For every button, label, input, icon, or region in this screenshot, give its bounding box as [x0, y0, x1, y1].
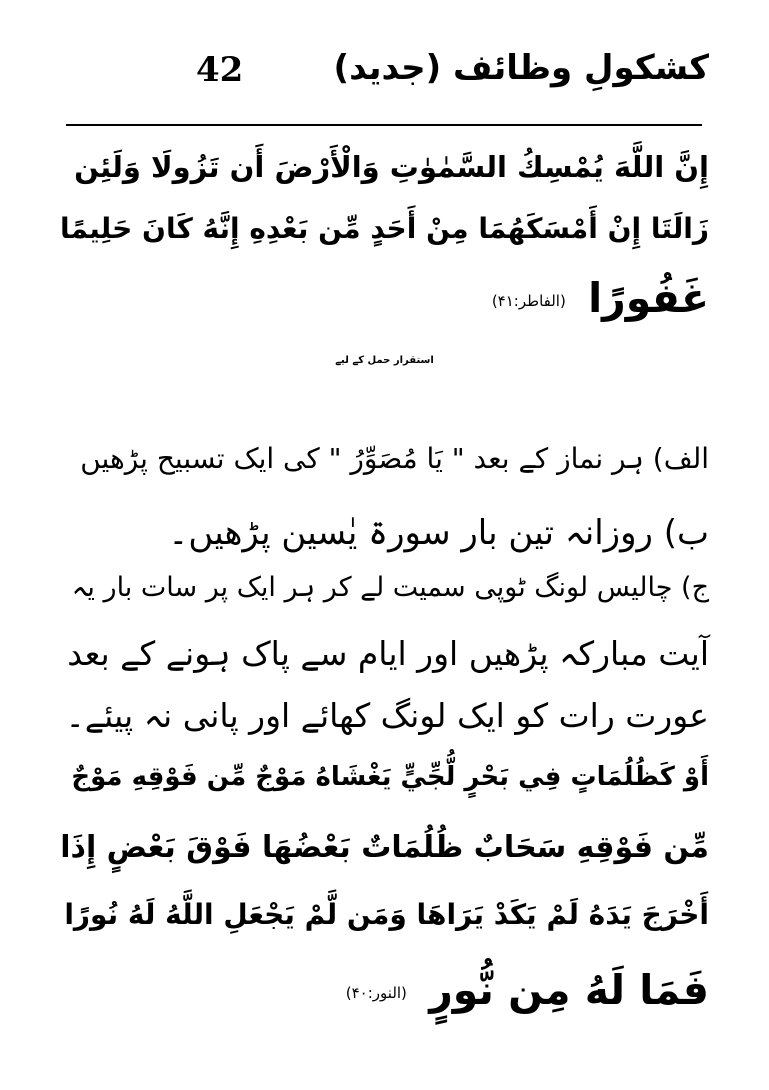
instruction-jeem-line-2: آیت مبارکہ پڑھیں اور ایام سے پاک ہونے کے بعد — [67, 634, 709, 673]
verse-fatir-line-3 — [492, 274, 709, 322]
book-title: کشکولِ وظائف (جدید) — [333, 48, 709, 88]
verse-nur-line-1: أَوْ كَظُلُمَاتٍ فِي بَحْرٍ لُّجِّيٍّ يَغْشَاهُ مَوْجٌ مِّن فَوْقِهِ مَوْجٌ — [71, 762, 709, 792]
section-heading: استقرار حمل کے لیے — [335, 355, 434, 366]
verse-fatir-reference: (الفاطر:۴۱) — [491, 292, 566, 310]
verse-fatir-line-1: إِنَّ اللَّهَ يُمْسِكُ السَّمٰوٰتِ وَالْأَرْضَ أَن تَزُولَا وَلَئِن — [74, 150, 709, 184]
verse-nur-line-4 — [346, 966, 709, 1014]
verse-nur-line-2: مِّن فَوْقِهِ سَحَابٌ ظُلُمَاتٌ بَعْضُهَا فَوْقَ بَعْضٍ إِذَا — [60, 830, 709, 865]
header-divider — [66, 124, 702, 126]
verse-fatir-line-2: زَالَتَا إِنْ أَمْسَكَهُمَا مِنْ أَحَدٍ مِّن بَعْدِهِ إِنَّهُ كَانَ حَلِيمًا — [59, 212, 709, 245]
page-number: 42 — [196, 50, 244, 90]
instruction-jeem-line-3: عورت رات کو ایک لونگ کھائے اور پانی نہ پیئے۔ — [65, 696, 709, 735]
verse-nur-reference: (النور:۴۰) — [345, 984, 407, 1002]
verse-nur-line-3: أَخْرَجَ يَدَهُ لَمْ يَكَدْ يَرَاهَا وَمَن لَّمْ يَجْعَلِ اللَّهُ لَهُ نُورًا — [64, 898, 709, 931]
instruction-alif: الف) ہر نماز کے بعد " یَا مُصَوِّرُ " کی ایک تسبیح پڑھیں — [80, 442, 709, 475]
verse-nur-text: فَمَا لَهُ مِن نُّورٍ — [429, 966, 709, 1014]
verse-fatir-text: غَفُورًا — [588, 274, 709, 322]
instruction-be: ب) روزانہ تین بار سورۃ یٰسین پڑھیں۔ — [168, 513, 709, 553]
instruction-jeem-line-1: ج) چالیس لونگ ٹوپی سمیت لے کر ہر ایک پر سات بار یہ — [71, 572, 709, 603]
